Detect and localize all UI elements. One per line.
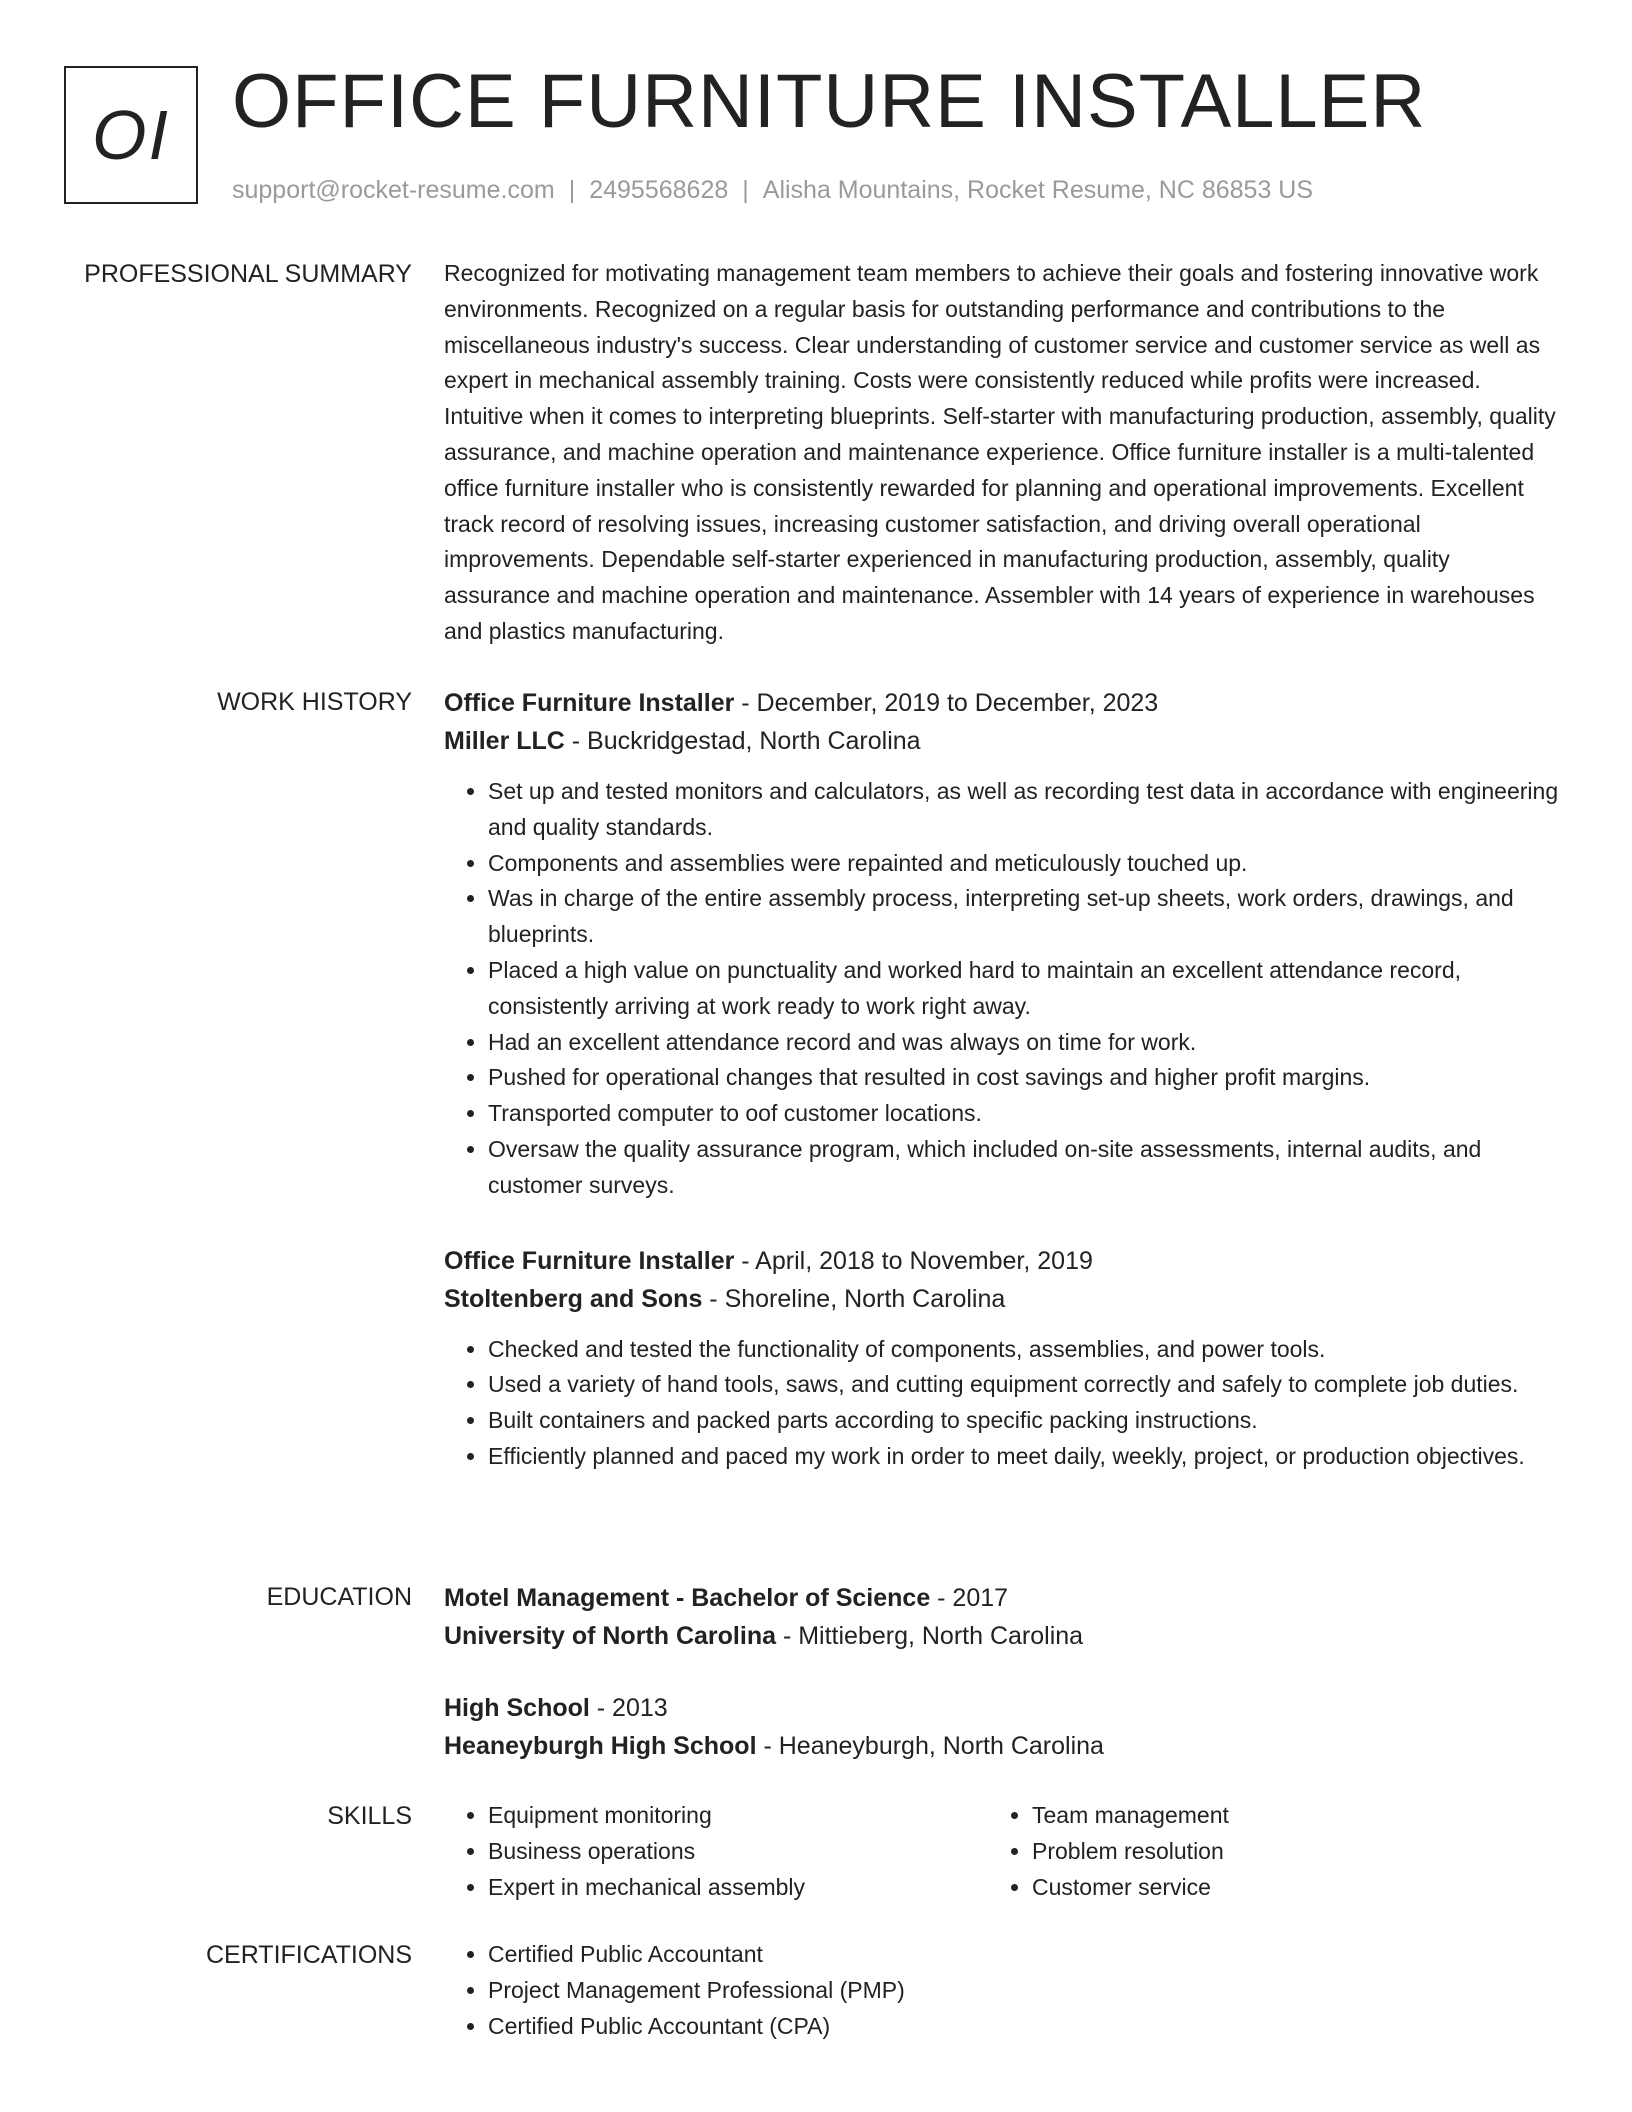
job-title-line <box>444 1242 1560 1280</box>
school: Heaneyburgh High School <box>444 1732 757 1760</box>
school-line <box>444 1727 1560 1765</box>
skill-item: • Customer service <box>1032 1870 1532 1906</box>
education-entry <box>444 1579 1560 1655</box>
school: University of North Carolina <box>444 1622 776 1650</box>
school-location: - Mittieberg, North Carolina <box>776 1622 1084 1650</box>
job-entry <box>444 684 1560 1204</box>
job-duty: • Transported computer to oof customer locations. <box>488 1096 1560 1132</box>
degree-line <box>444 1689 1560 1727</box>
job-company: Stoltenberg and Sons <box>444 1284 703 1313</box>
job-title: Office Furniture Installer <box>444 689 735 717</box>
degree-line <box>444 1579 1560 1617</box>
job-company-line <box>444 722 1560 760</box>
separator: | <box>742 176 749 204</box>
address: Alisha Mountains, Rocket Resume, NC 86853 US <box>762 176 1314 204</box>
education-label: EDUCATION <box>266 1583 412 1611</box>
certification-item: • Certified Public Accountant <box>488 1937 1560 1973</box>
job-duty: • Had an excellent attendance record and was always on time for work. <box>488 1025 1560 1061</box>
job-location: - Buckridgestad, North Carolina <box>564 727 921 755</box>
skill-item: • Problem resolution <box>1032 1834 1532 1870</box>
job-duties <box>444 1332 1560 1475</box>
skill-item: • Expert in mechanical assembly <box>488 1870 988 1906</box>
job-duty: • Was in charge of the entire assembly process, interpreting set-up sheets, work orders, drawings, and blueprints. <box>488 881 1560 953</box>
monogram: OI <box>64 66 198 204</box>
job-duty: • Efficiently planned and paced my work in order to meet daily, weekly, project, or production objectives. <box>488 1439 1560 1475</box>
job-company-line <box>444 1280 1560 1318</box>
job-duty: • Used a variety of hand tools, saws, and cutting equipment correctly and safely to complete job duties. <box>488 1367 1560 1403</box>
degree: Motel Management - Bachelor of Science <box>444 1584 931 1612</box>
phone: 2495568628 <box>589 176 729 204</box>
skills-grid <box>444 1798 1560 1905</box>
contact-line <box>232 172 1313 208</box>
skills-label: SKILLS <box>327 1802 412 1830</box>
skill-item: • Equipment monitoring <box>488 1798 988 1834</box>
job-duty: • Components and assemblies were repainted and meticulously touched up. <box>488 846 1560 882</box>
job-company: Miller LLC <box>444 727 565 755</box>
job-dates: - April, 2018 to November, 2019 <box>734 1246 1093 1275</box>
job-location: - Shoreline, North Carolina <box>702 1284 1006 1313</box>
grad-year: - 2017 <box>930 1584 1009 1612</box>
job-duty: • Placed a high value on punctuality and worked hard to maintain an excellent attendance record, consistently arriving at work ready to work right away. <box>488 953 1560 1025</box>
separator: | <box>568 176 576 204</box>
skills-column-left <box>444 1798 988 1905</box>
school-location: - Heaneyburgh, North Carolina <box>756 1732 1104 1760</box>
email[interactable]: support@rocket-resume.com <box>232 176 555 204</box>
degree: High School <box>444 1694 590 1722</box>
education-entry <box>444 1689 1560 1765</box>
certification-item: • Project Management Professional (PMP) <box>488 1973 1560 2009</box>
skill-item: • Team management <box>1032 1798 1532 1834</box>
job-dates: - December, 2019 to December, 2023 <box>734 689 1159 717</box>
job-duty: • Set up and tested monitors and calculators, as well as recording test data in accordance with engineering and quality standards. <box>488 774 1560 846</box>
job-duty: • Built containers and packed parts according to specific packing instructions. <box>488 1403 1560 1439</box>
job-entry <box>444 1242 1560 1475</box>
grad-year: - 2013 <box>589 1694 668 1722</box>
job-duties <box>444 774 1560 1204</box>
certification-item: • Certified Public Accountant (CPA) <box>488 2009 1560 2045</box>
skills-column-right <box>988 1798 1532 1905</box>
job-duty: • Oversaw the quality assurance program, which included on-site assessments, internal audits, and customer surveys. <box>488 1132 1560 1204</box>
resume-name: OFFICE FURNITURE INSTALLER <box>232 59 1427 144</box>
job-duty: • Pushed for operational changes that resulted in cost savings and higher profit margins. <box>488 1060 1560 1096</box>
job-duty: • Checked and tested the functionality of components, assemblies, and power tools. <box>488 1332 1560 1368</box>
summary-label: PROFESSIONAL SUMMARY <box>84 260 412 288</box>
job-title-line <box>444 684 1560 722</box>
certifications-label: CERTIFICATIONS <box>205 1941 412 1969</box>
school-line <box>444 1617 1560 1655</box>
job-title: Office Furniture Installer <box>444 1246 735 1275</box>
work-history-label: WORK HISTORY <box>217 688 412 716</box>
certifications-list <box>444 1937 1560 2044</box>
summary-text: Recognized for motivating management team members to achieve their goals and fostering innovative work environments. Recognized on a regular basis for outstanding performance and contributions to the miscellaneous industry's success. Clear understanding of customer service and customer service as well as expert in mechanical assembly training. Costs were consistently reduced while profits were increased. Intuitive when it comes to interpreting blueprints. Self-starter with manufacturing production, assembly, quality assurance, and machine operation and maintenance experience. Office furniture installer is a multi-talented office furniture installer who is consistently rewarded for planning and operational improvements. Excellent track record of resolving issues, increasing customer satisfaction, and driving overall operational improvements. Dependable self-starter experienced in manufacturing production, assembly, quality assurance and machine operation and maintenance. Assembler with 14 years of experience in warehouses and plastics manufacturing. <box>444 260 1556 644</box>
skill-item: • Business operations <box>488 1834 988 1870</box>
